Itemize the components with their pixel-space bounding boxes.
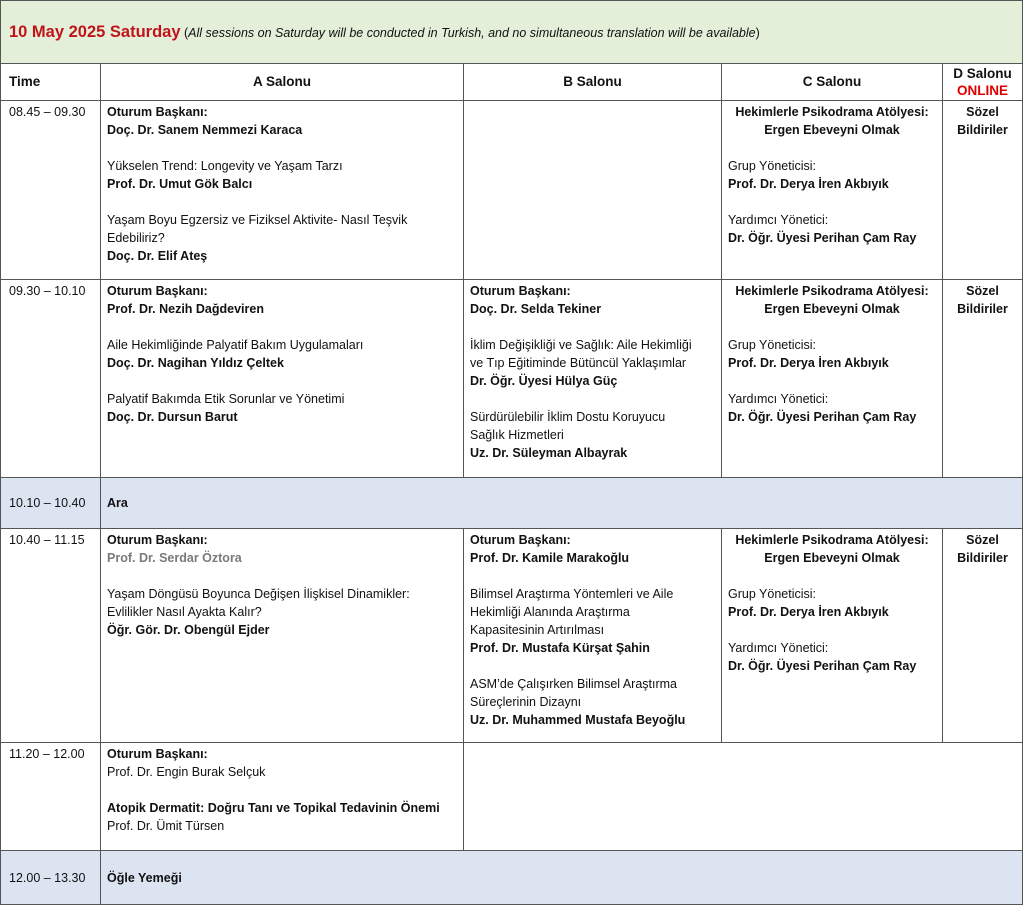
- assistant-label: Yardımcı Yönetici:: [728, 641, 829, 655]
- lead-name: Prof. Dr. Derya İren Akbıyık: [728, 605, 889, 619]
- c-cell: [722, 280, 943, 478]
- col-c: C Salonu: [722, 64, 943, 101]
- assistant-label: Yardımcı Yönetici:: [728, 213, 829, 227]
- time-cell: 09.30 – 10.10: [1, 280, 101, 478]
- assistant-name: Dr. Öğr. Üyesi Perihan Çam Ray: [728, 410, 917, 424]
- chair-name: Prof. Dr. Nezih Dağdeviren: [107, 302, 264, 316]
- day-header-row: [1, 1, 1023, 64]
- talk-title-cont: Sağlık Hizmetleri: [470, 428, 564, 442]
- table-row: [1, 743, 1023, 851]
- lead-label: Grup Yöneticisi:: [728, 338, 817, 352]
- col-d: [943, 64, 1023, 101]
- speaker-name: Uz. Dr. Süleyman Albayrak: [470, 446, 628, 460]
- workshop-title: Hekimlerle Psikodrama Atölyesi:: [735, 533, 929, 547]
- table-row: [1, 101, 1023, 280]
- b-cell: [464, 529, 722, 743]
- chair-name: Prof. Dr. Engin Burak Selçuk: [107, 765, 266, 779]
- speaker-name: Prof. Dr. Mustafa Kürşat Şahin: [470, 641, 650, 655]
- time-cell: 12.00 – 13.30: [1, 851, 101, 905]
- d-text: Sözel: [966, 533, 999, 547]
- empty-cell: [464, 743, 1023, 851]
- col-time: Time: [1, 64, 101, 101]
- column-header-row: [1, 64, 1023, 101]
- talk-title: Atopik Dermatit: Doğru Tanı ve Topikal Tedavinin Önemi: [107, 801, 440, 815]
- talk-title-cont: Edebiliriz?: [107, 231, 165, 245]
- talk-title-cont: Evlilikler Nasıl Ayakta Kalır?: [107, 605, 262, 619]
- talk-title: Aile Hekimliğinde Palyatif Bakım Uygulamaları: [107, 338, 364, 352]
- a-cell: [101, 280, 464, 478]
- talk-title-cont: Süreçlerinin Dizaynı: [470, 695, 582, 709]
- lead-label: Grup Yöneticisi:: [728, 159, 817, 173]
- talk-title: ASM’de Çalışırken Bilimsel Araştırma: [470, 677, 678, 691]
- assistant-label: Yardımcı Yönetici:: [728, 392, 829, 406]
- break-label: Ara: [101, 478, 1023, 529]
- chair-name: Doç. Dr. Sanem Nemmezi Karaca: [107, 123, 303, 137]
- assistant-name: Dr. Öğr. Üyesi Perihan Çam Ray: [728, 659, 917, 673]
- note-close: ): [755, 25, 760, 40]
- lead-name: Prof. Dr. Derya İren Akbıyık: [728, 177, 889, 191]
- talk-title: İklim Değişikliği ve Sağlık: Aile Hekimliği: [470, 338, 692, 352]
- a-cell: [101, 101, 464, 280]
- assistant-name: Dr. Öğr. Üyesi Perihan Çam Ray: [728, 231, 917, 245]
- speaker-name: Uz. Dr. Muhammed Mustafa Beyoğlu: [470, 713, 686, 727]
- workshop-title: Hekimlerle Psikodrama Atölyesi:: [735, 105, 929, 119]
- talk-title-cont: Hekimliği Alanında Araştırma: [470, 605, 630, 619]
- chair-name: Prof. Dr. Kamile Marakoğlu: [470, 551, 630, 565]
- a-cell: [101, 743, 464, 851]
- d-text: Bildiriler: [957, 551, 1008, 565]
- chair-label: Oturum Başkanı:: [107, 284, 208, 298]
- lead-label: Grup Yöneticisi:: [728, 587, 817, 601]
- time-cell: 10.10 – 10.40: [1, 478, 101, 529]
- time-cell: 08.45 – 09.30: [1, 101, 101, 280]
- lead-name: Prof. Dr. Derya İren Akbıyık: [728, 356, 889, 370]
- d-cell: [943, 280, 1023, 478]
- d-text: Bildiriler: [957, 302, 1008, 316]
- day-header: [1, 1, 1023, 64]
- table-row: [1, 529, 1023, 743]
- speaker-name: Doç. Dr. Elif Ateş: [107, 249, 208, 263]
- talk-title: Yükselen Trend: Longevity ve Yaşam Tarzı: [107, 159, 343, 173]
- break-label: Öğle Yemeği: [101, 851, 1023, 905]
- speaker-name: Doç. Dr. Dursun Barut: [107, 410, 238, 424]
- talk-title: Yaşam Boyu Egzersiz ve Fiziksel Aktivite- Nasıl Teşvik: [107, 213, 408, 227]
- d-text: Sözel: [966, 105, 999, 119]
- b-cell: [464, 280, 722, 478]
- c-cell: [722, 101, 943, 280]
- break-row: [1, 478, 1023, 529]
- break-row: [1, 851, 1023, 905]
- chair-label: Oturum Başkanı:: [107, 533, 208, 547]
- workshop-subtitle: Ergen Ebeveyni Olmak: [764, 302, 900, 316]
- speaker-name: Öğr. Gör. Dr. Obengül Ejder: [107, 623, 270, 637]
- workshop-title: Hekimlerle Psikodrama Atölyesi:: [735, 284, 929, 298]
- note-open: (: [180, 25, 189, 40]
- chair-name: Prof. Dr. Serdar Öztora: [107, 551, 242, 565]
- c-cell: [722, 529, 943, 743]
- chair-label: Oturum Başkanı:: [470, 284, 571, 298]
- talk-title: Yaşam Döngüsü Boyunca Değişen İlişkisel Dinamikler:: [107, 587, 410, 601]
- a-cell: [101, 529, 464, 743]
- workshop-subtitle: Ergen Ebeveyni Olmak: [764, 123, 900, 137]
- col-d-label: D Salonu: [953, 66, 1012, 81]
- speaker-name: Prof. Dr. Umut Gök Balcı: [107, 177, 253, 191]
- col-d-online: ONLINE: [957, 83, 1009, 98]
- talk-title: Bilimsel Araştırma Yöntemleri ve Aile: [470, 587, 674, 601]
- workshop-subtitle: Ergen Ebeveyni Olmak: [764, 551, 900, 565]
- time-cell: 11.20 – 12.00: [1, 743, 101, 851]
- talk-title-cont: ve Tıp Eğitiminde Bütüncül Yaklaşımlar: [470, 356, 687, 370]
- speaker-name: Dr. Öğr. Üyesi Hülya Güç: [470, 374, 618, 388]
- speaker-name: Prof. Dr. Ümit Türsen: [107, 819, 225, 833]
- chair-label: Oturum Başkanı:: [470, 533, 571, 547]
- day-date: 10 May 2025 Saturday: [9, 22, 181, 41]
- d-text: Bildiriler: [957, 123, 1008, 137]
- col-a: A Salonu: [101, 64, 464, 101]
- talk-title: Palyatif Bakımda Etik Sorunlar ve Yönetimi: [107, 392, 345, 406]
- time-cell: 10.40 – 11.15: [1, 529, 101, 743]
- b-cell: [464, 101, 722, 280]
- chair-name: Doç. Dr. Selda Tekiner: [470, 302, 602, 316]
- speaker-name: Doç. Dr. Nagihan Yıldız Çeltek: [107, 356, 284, 370]
- talk-title-cont: Kapasitesinin Artırılması: [470, 623, 605, 637]
- d-cell: [943, 101, 1023, 280]
- chair-label: Oturum Başkanı:: [107, 747, 208, 761]
- talk-title: Sürdürülebilir İklim Dostu Koruyucu: [470, 410, 666, 424]
- day-note: All sessions on Saturday will be conducted in Turkish, and no simultaneous translation will be available: [188, 25, 756, 40]
- d-cell: [943, 529, 1023, 743]
- chair-label: Oturum Başkanı:: [107, 105, 208, 119]
- table-row: [1, 280, 1023, 478]
- d-text: Sözel: [966, 284, 999, 298]
- col-b: B Salonu: [464, 64, 722, 101]
